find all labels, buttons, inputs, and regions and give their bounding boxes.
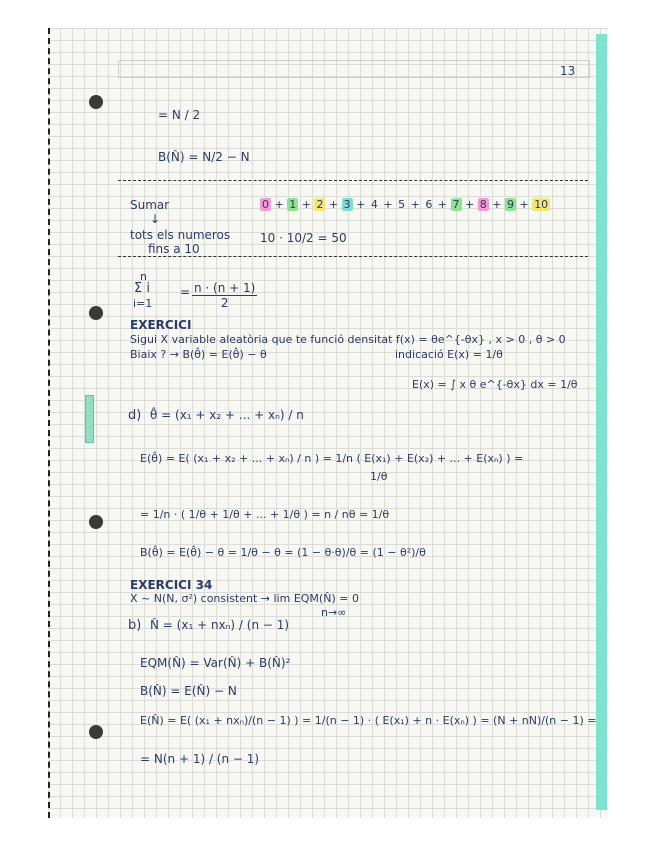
bias-theta-line: B(θ̂) = E(θ̂) − θ = 1/θ − θ = (1 − θ·θ)/θ = (1 − θ²)/θ — [140, 546, 426, 559]
e-n-line: E(N̂) = E( (x₁ + nxₙ)/(n − 1) ) = 1/(n − 1) · ( E(x₁) + n · E(xₙ) ) = (N + nN)/(n − 1) = — [140, 714, 597, 727]
sequence-number: 7 — [452, 198, 460, 211]
line-n-over-2: = N / 2 — [158, 108, 201, 122]
binder-hole — [89, 515, 103, 529]
e-theta-line: E(θ̂) = E( (x₁ + x₂ + ... + xₙ) / n ) = 1/n ( E(x₁) + E(x₂) + ... + E(xₙ) ) = — [140, 452, 524, 465]
part-d-label: d) — [128, 408, 142, 423]
plus-sign: + — [271, 198, 288, 211]
plus-sign: + — [325, 198, 342, 211]
sum-symbol: Σ i — [134, 281, 150, 296]
page-number: 13 — [560, 64, 576, 78]
eqm-line: EQM(N̂) = Var(N̂) + B(N̂)² — [140, 656, 291, 670]
exercici-title: EXERCICI — [130, 318, 192, 332]
e-theta-line-2: = 1/n · ( 1/θ + 1/θ + ... + 1/θ ) = n / nθ = 1/θ — [140, 508, 390, 521]
calc-ten: 10 · 10/2 = 50 — [260, 231, 347, 245]
sequence-number: 2 — [316, 198, 324, 211]
perforation-edge — [48, 28, 54, 818]
number-sequence — [260, 198, 550, 211]
sequence-number: 5 — [398, 198, 406, 211]
plus-sign: + — [352, 198, 369, 211]
plus-sign: + — [379, 198, 397, 211]
sequence-number: 9 — [506, 198, 514, 211]
sumar-label: Sumar — [130, 198, 170, 212]
header-box — [118, 60, 590, 78]
sum-upper: n — [140, 270, 147, 283]
underbrace-label: 1/θ — [370, 470, 388, 483]
sum-numerator: n · (n + 1) — [194, 281, 256, 295]
exercici-statement: Sigui X variable aleatòria que te funció densitat f(x) = θe^{-θx} , x > 0 , θ > 0 — [130, 333, 566, 346]
biaix-line: Biaix ? → B(θ̂) = E(θ̂) − θ — [130, 348, 267, 361]
binder-hole — [89, 725, 103, 739]
normal-consistent: X ~ N(N, σ²) consistent → lim EQM(N̂) = 0 — [130, 592, 359, 605]
sum-fraction: = $\frac{n \cdot (n + 1)}{2}$ — [180, 281, 256, 310]
theta-hat-def: θ̂ = (x₁ + x₂ + ... + xₙ) / n — [150, 408, 304, 422]
tots-label: tots els numeros — [130, 228, 231, 242]
n-hat-def: N̂ = (x₁ + nxₙ) / (n − 1) — [150, 618, 290, 632]
part-b-label: b) — [128, 618, 142, 633]
binder-hole — [89, 95, 103, 109]
sequence-number: 3 — [343, 198, 351, 211]
line-bias-n: B(N̂) = N/2 − N — [158, 150, 250, 164]
lim-subscript: n→∞ — [321, 606, 347, 619]
bias-n-line: B(N̂) = E(N̂) − N — [140, 684, 237, 698]
sequence-number: 4 — [370, 198, 378, 211]
sticky-marker — [85, 395, 94, 443]
fins-label: fins a 10 — [148, 242, 200, 256]
plus-sign: + — [298, 198, 315, 211]
indicacio-line: indicació E(x) = 1/θ — [395, 348, 503, 361]
exercici-34-title: EXERCICI 34 — [130, 578, 213, 592]
plus-sign: + — [461, 198, 478, 211]
sequence-number: 0 — [262, 198, 269, 211]
sumar-arrow: ↓ — [150, 212, 161, 226]
sequence-number: 6 — [425, 198, 433, 211]
final-result: = N(n + 1) / (n − 1) — [140, 752, 260, 766]
plus-sign: + — [515, 198, 533, 211]
sum-denominator: 2 — [220, 296, 229, 310]
divider — [118, 256, 588, 257]
sequence-number: 8 — [479, 198, 487, 211]
plus-sign: + — [407, 198, 424, 211]
sum-lower: i=1 — [133, 297, 153, 310]
page-tab — [596, 34, 607, 810]
divider — [118, 180, 588, 181]
plus-sign: + — [488, 198, 505, 211]
plus-sign: + — [434, 198, 451, 211]
binder-hole — [89, 306, 103, 320]
expectation-integral: E(x) = ∫ x θ e^{-θx} dx = 1/θ — [412, 378, 578, 391]
sequence-number: 1 — [289, 198, 297, 211]
notebook-page — [48, 28, 608, 818]
sequence-number: 10 — [534, 198, 549, 211]
